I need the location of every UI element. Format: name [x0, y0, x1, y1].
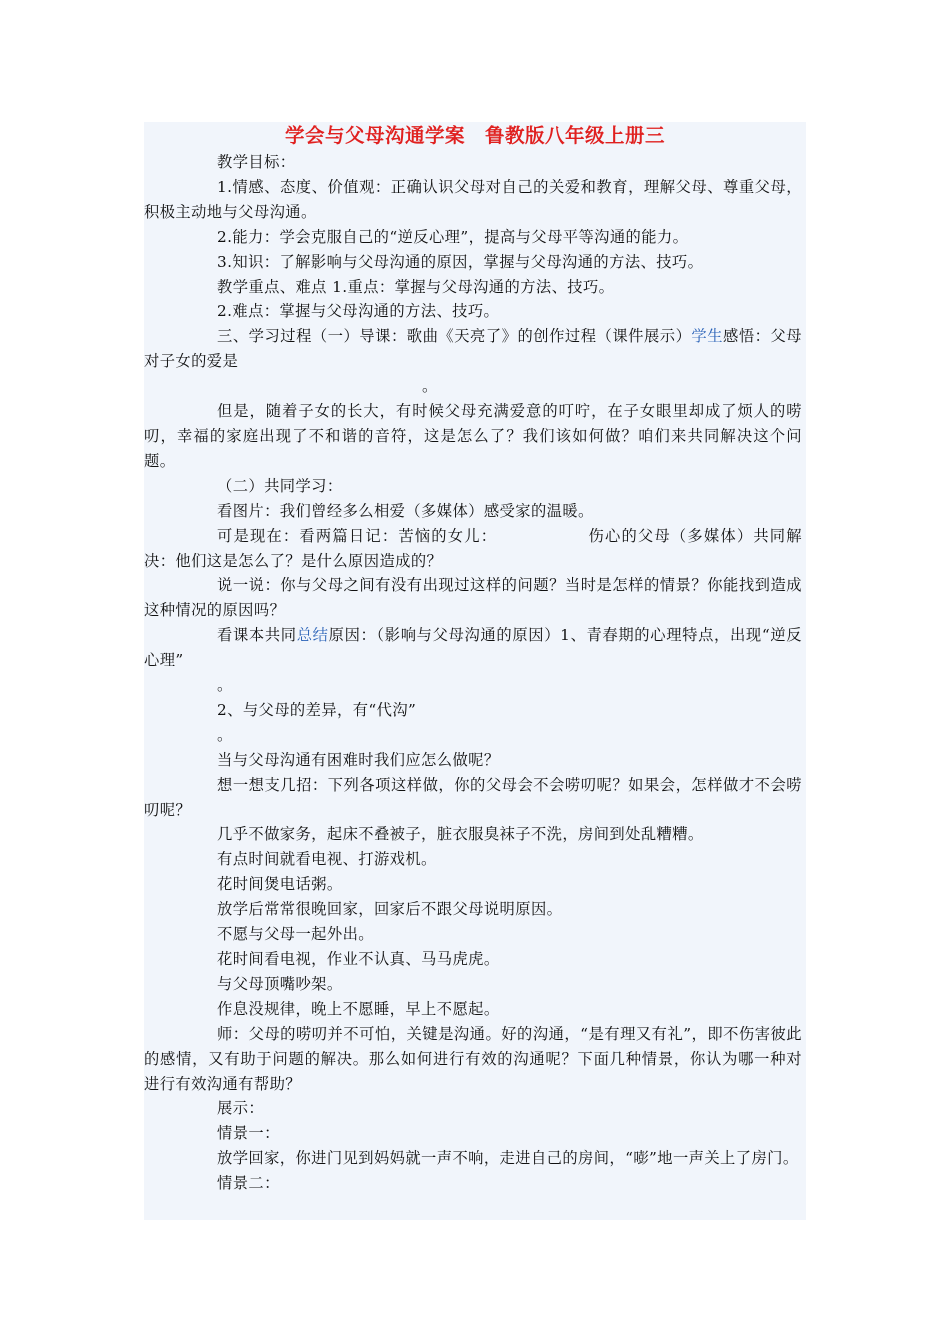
period-mark: 。	[422, 377, 438, 396]
paragraph: 当与父母沟通有困难时我们应怎么做呢？	[217, 750, 500, 769]
paragraph: 作息没规律，晚上不愿睡，早上不愿起。	[217, 999, 500, 1018]
paragraph: 2.能力：学会克服自己的“逆反心理”，提高与父母平等沟通的能力。	[217, 227, 689, 246]
paragraph: 。	[217, 676, 233, 695]
keyword-link[interactable]: 学生	[691, 327, 724, 346]
lesson-plan-content	[144, 122, 806, 1220]
paragraph: 几乎不做家务，起床不叠被子，脏衣服臭袜子不洗，房间到处乱糟糟。	[217, 825, 704, 844]
paragraph-text: 感悟：父母对子女的爱是	[144, 327, 802, 371]
paragraph: 3.知识：了解影响与父母沟通的原因，掌握与父母沟通的方法、技巧。	[217, 252, 704, 271]
paragraph: 有点时间就看电视、打游戏机。	[217, 850, 437, 869]
paragraph: 花时间煲电话粥。	[217, 875, 343, 894]
paragraph: 但是，随着子女的长大，有时候父母充满爱意的叮咛，在子女眼里却成了烦人的唠叨，幸福的家庭出现了不和谐的音符，这是怎么了？我们该如何做？咱们来共同解决这个问题。	[144, 402, 802, 470]
paragraph: 看图片：我们曾经多么相爱（多媒体）感受家的温暖。	[217, 501, 594, 520]
paragraph-text: 看课本共同	[217, 626, 297, 645]
document-body	[144, 150, 806, 1196]
paragraph: 情景一：	[217, 1124, 280, 1143]
paragraph: 想一想支几招：下列各项这样做，你的父母会不会唠叨呢？如果会，怎样做才不会唠叨呢？	[144, 775, 802, 819]
paragraph: 与父母顶嘴吵架。	[217, 974, 343, 993]
paragraph: 放学回家，你进门见到妈妈就一声不响，走进自己的房间，“嘭”地一声关上了房门。	[217, 1149, 799, 1168]
paragraph-text: 三、学习过程（一）导课：歌曲《天亮了》的创作过程（课件展示）	[217, 327, 692, 346]
paragraph: 师：父母的唠叨并不可怕，关键是沟通。好的沟通，“是有理又有礼”，即不伤害彼此的感情，又有助于问题的解决。那么如何进行有效的沟通呢？下面几种情景，你认为哪一种对进行有效沟通有帮助？	[144, 1024, 802, 1093]
paragraph: 2.难点：掌握与父母沟通的方法、技巧。	[217, 302, 500, 321]
paragraph: 情景二：	[217, 1174, 280, 1193]
keyword-link[interactable]: 总结	[296, 626, 329, 645]
paragraph	[144, 374, 806, 399]
paragraph: 可是现在：看两篇日记：苦恼的女儿： 伤心的父母（多媒体）共同解决：他们这是怎么了？是什么原因造成的？	[144, 526, 802, 570]
paragraph	[144, 324, 806, 374]
paragraph: 教学重点、难点 1.重点：掌握与父母沟通的方法、技巧。	[217, 277, 615, 296]
paragraph: 放学后常常很晚回家，回家后不跟父母说明原因。	[217, 900, 563, 919]
paragraph: 不愿与父母一起外出。	[217, 925, 374, 944]
paragraph	[144, 623, 806, 673]
paragraph: 教学目标：	[217, 153, 296, 171]
paragraph: 。	[217, 725, 233, 744]
paragraph: （二）共同学习：	[217, 476, 343, 495]
paragraph: 2、与父母的差异，有“代沟”	[217, 700, 417, 719]
paragraph-text: 原因：（影响与父母沟通的原因）1、青春期的心理特点，出现“逆反心理”	[144, 626, 802, 670]
document-title: 学会与父母沟通学案 鲁教版八年级上册三	[284, 124, 665, 147]
paragraph: 展示：	[217, 1099, 265, 1118]
paragraph: 说一说：你与父母之间有没有出现过这样的问题？当时是怎样的情景？你能找到造成这种情况的原因吗？	[144, 576, 802, 620]
paragraph: 花时间看电视，作业不认真、马马虎虎。	[217, 950, 500, 968]
paragraph: 1.情感、态度、价值观：正确认识父母对自己的关爱和教育，理解父母、尊重父母，积极主动地与父母沟通。	[144, 177, 802, 221]
